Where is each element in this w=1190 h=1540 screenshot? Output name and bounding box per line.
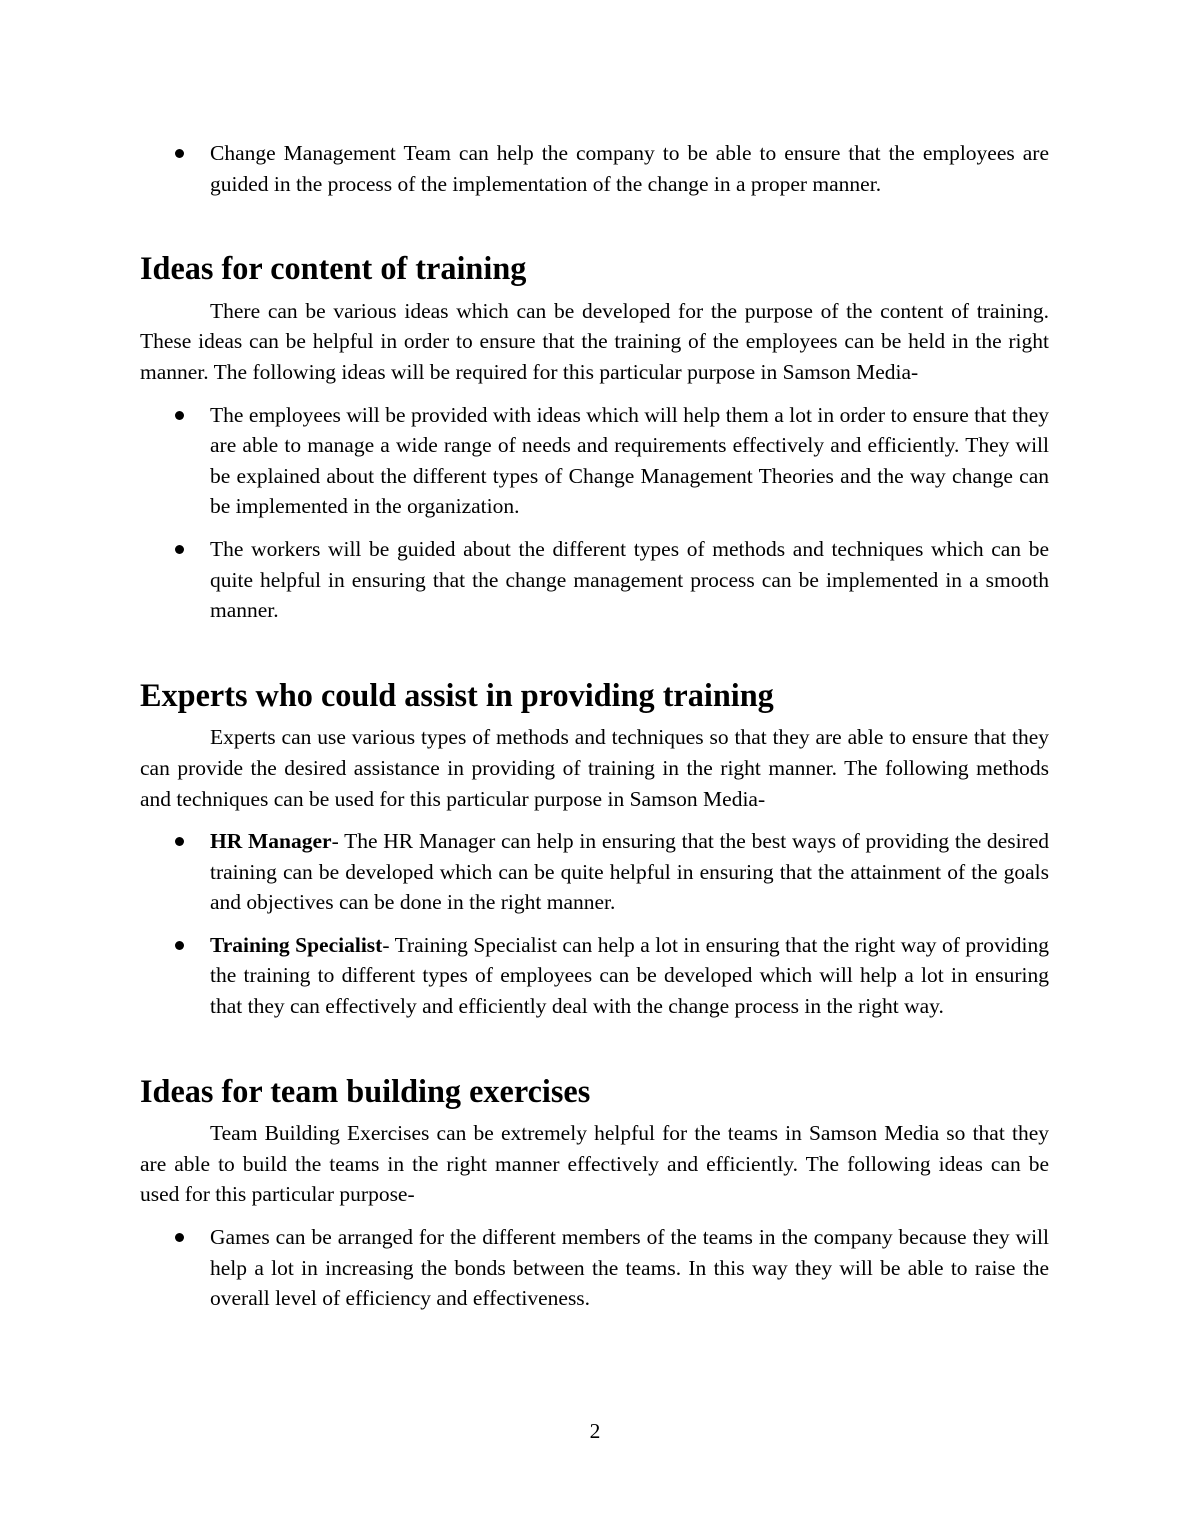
paragraph-training-content: There can be various ideas which can be developed for the purpose of the content of training. These ideas can be helpful in order to ensure that the training of the employees can be held in the right manner. The following ideas will be required for this particular purpose in Samson Media- xyxy=(140,298,1049,384)
training-content-bullet-list xyxy=(140,400,1049,626)
bullet-icon xyxy=(175,545,184,554)
list-item xyxy=(140,930,1049,1022)
list-item xyxy=(140,400,1049,522)
list-item xyxy=(140,138,1049,199)
bullet-icon xyxy=(175,1233,184,1242)
bullet-term: Training Specialist xyxy=(210,932,383,957)
bullet-text: - Training Specialist can help a lot in ensuring that the right way of providing the training to different types of employees can be developed which will help a lot in ensuring that they can effectively and efficiently deal with the change process in the right way. xyxy=(210,932,1049,1019)
bullet-icon xyxy=(175,837,184,846)
bullet-icon xyxy=(175,411,184,420)
bullet-term: HR Manager xyxy=(210,829,332,854)
page-number: 2 xyxy=(589,1419,601,1443)
section-heading-experts: Experts who could assist in providing training xyxy=(140,676,774,713)
paragraph-team-building: Team Building Exercises can be extremely helpful for the teams in Samson Media so that they are able to build the teams in the right manner effectively and efficiently. The following ideas can be used for this particular purpose- xyxy=(140,1121,1049,1207)
document-page xyxy=(140,138,1049,1314)
experts-bullet-list xyxy=(140,826,1049,1022)
list-item xyxy=(140,534,1049,626)
team-building-bullet-list xyxy=(140,1222,1049,1314)
bullet-text: Games can be arranged for the different members of the teams in the company because they will help a lot in increasing the bonds between the teams. In this way they will be able to raise the overall level of efficiency and effectiveness. xyxy=(210,1225,1049,1311)
list-item xyxy=(140,1222,1049,1314)
list-item xyxy=(140,826,1049,918)
bullet-text: The employees will be provided with ideas which will help them a lot in order to ensure that they are able to manage a wide range of needs and requirements effectively and efficiently. They will be explained about the different types of Change Management Theories and the way change can be implemented in the organization. xyxy=(210,402,1049,519)
bullet-icon xyxy=(175,941,184,950)
paragraph-experts: Experts can use various types of methods and techniques so that they are able to ensure that they can provide the desired assistance in providing of training in the right manner. The following methods and techniques can be used for this particular purpose in Samson Media- xyxy=(140,725,1049,811)
bullet-icon xyxy=(175,149,184,158)
bullet-text: - The HR Manager can help in ensuring that the best ways of providing the desired training can be developed which can be quite helpful in ensuring that the attainment of the goals and objectives can be done in the right manner. xyxy=(210,829,1049,915)
intro-bullet-list xyxy=(140,138,1049,199)
section-heading-training-content: Ideas for content of training xyxy=(140,250,527,287)
bullet-text: The workers will be guided about the different types of methods and techniques which can be quite helpful in ensuring that the change management process can be implemented in a smooth manner. xyxy=(210,536,1049,623)
bullet-text: Change Management Team can help the company to be able to ensure that the employees are guided in the process of the implementation of the change in a proper manner. xyxy=(210,141,1049,196)
section-heading-team-building: Ideas for team building exercises xyxy=(140,1072,591,1109)
